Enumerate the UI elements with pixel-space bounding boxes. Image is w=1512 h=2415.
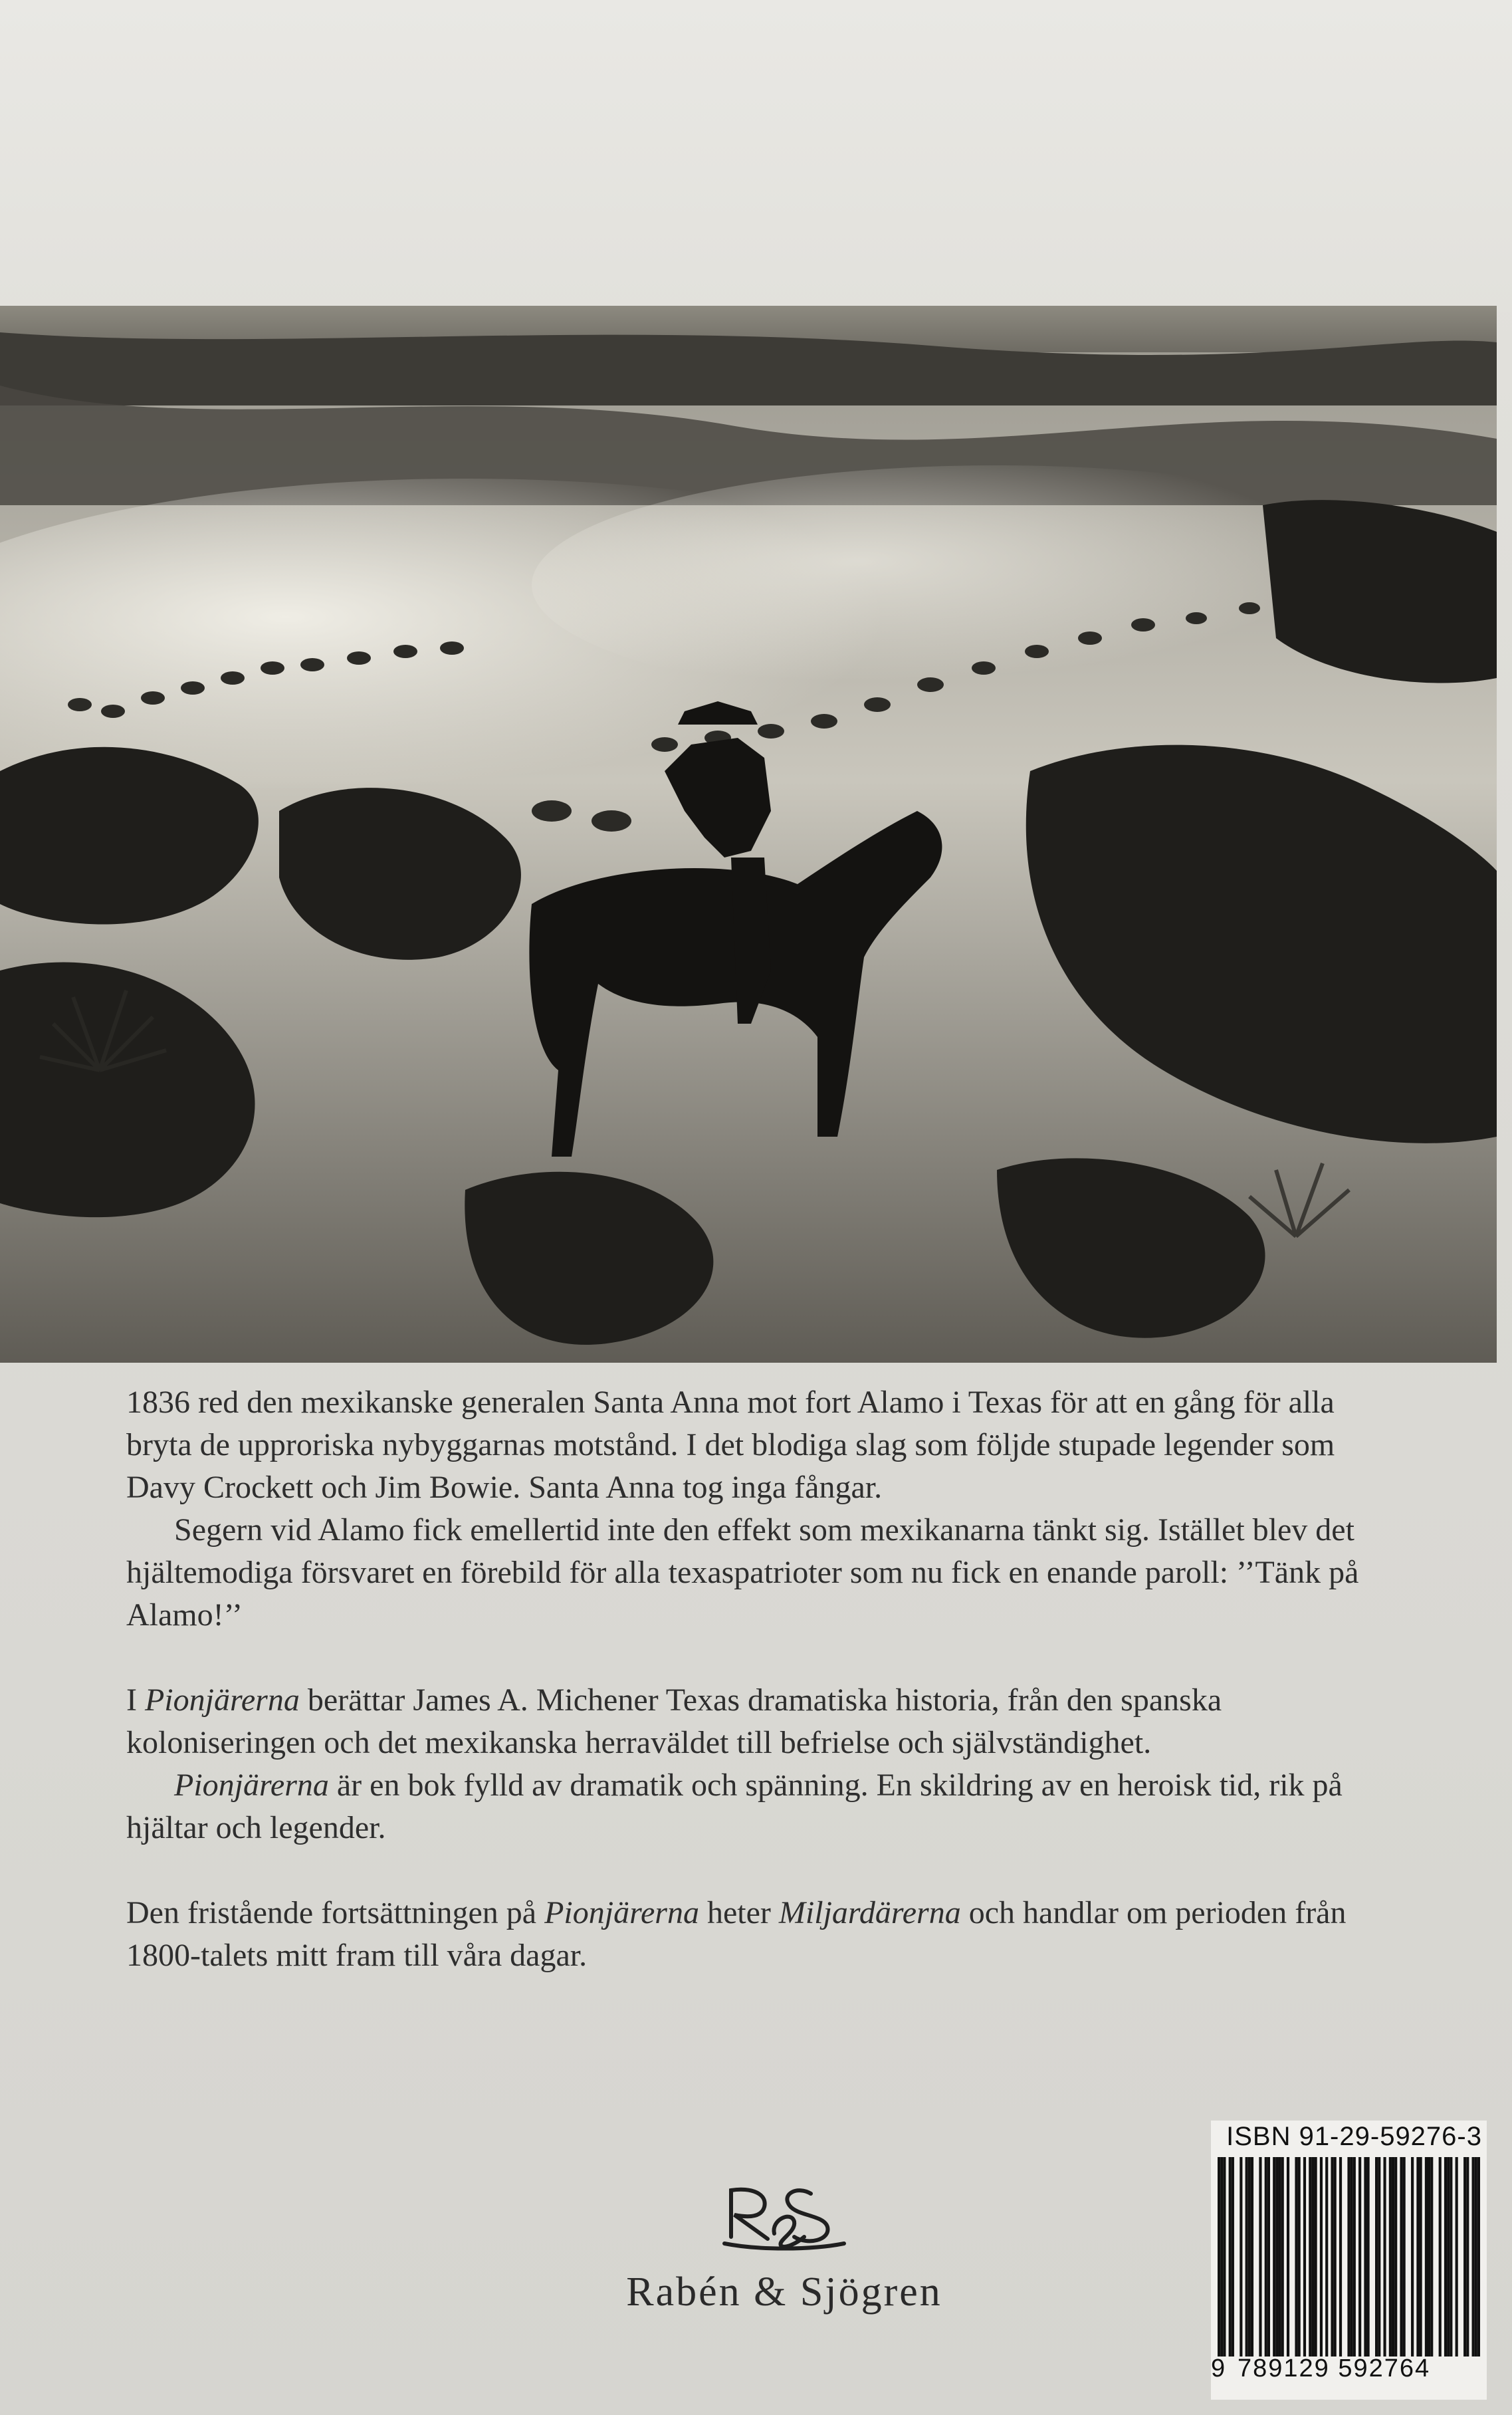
barcode-bar (1378, 2157, 1380, 2357)
barcode-bar (1220, 2157, 1223, 2357)
barcode-bar (1295, 2157, 1297, 2357)
ean-remaining-digits: 789129 592764 (1238, 2355, 1431, 2382)
barcode-bar (1389, 2157, 1392, 2357)
barcode-bar (1439, 2157, 1442, 2357)
isbn-barcode (1211, 2121, 1487, 2400)
publisher-block (532, 2174, 1037, 2316)
barcode-bar (1281, 2157, 1284, 2357)
barcode-bar (1311, 2157, 1314, 2357)
rs-monogram-icon (711, 2174, 857, 2253)
para3-prefix: I (126, 1682, 145, 1718)
barcode-bar (1265, 2157, 1267, 2357)
cover-photo (0, 306, 1497, 1363)
top-margin (0, 0, 1512, 312)
barcode-bar (1287, 2157, 1289, 2357)
barcode-bar (1218, 2157, 1220, 2357)
barcode-bar (1416, 2157, 1419, 2357)
blurb-paragraph-2: Segern vid Alamo fick emellertid inte den effekt som mexikanarna tänkt sig. Istället blev det hjältemodiga försvaret en förebild för alla texaspatrioter som nu fick en enande paroll: ’’Tänk på Alamo!’’ (126, 1512, 1359, 1633)
blurb-text (126, 1381, 1389, 1977)
barcode-bar (1350, 2157, 1353, 2357)
barcode-bar (1273, 2157, 1275, 2357)
barcode-bar (1358, 2157, 1361, 2357)
barcode-bar (1232, 2157, 1234, 2357)
barcode-bar (1303, 2157, 1306, 2357)
blurb-paragraph-1: 1836 red den mexikanske generalen Santa Anna mot fort Alamo i Texas för att en gång för alla bryta de upproriska nybyggarnas motstånd. I det blodiga slag som följde stupade legender som Davy Crockett och Jim Bowie. Santa Anna tog inga fångar. (126, 1385, 1335, 1505)
book-title-pionjarerna: Pionjärerna (174, 1768, 329, 1803)
barcode-bar (1428, 2157, 1430, 2357)
barcode-bar (1411, 2157, 1414, 2357)
book-title-pionjarerna: Pionjärerna (544, 1895, 699, 1930)
book-title-miljardarerna: Miljardärerna (778, 1895, 961, 1930)
barcode-bar (1347, 2157, 1350, 2357)
barcode-bar (1394, 2157, 1397, 2357)
cowboy-herd-photo-icon (0, 306, 1497, 1363)
barcode-bar (1364, 2157, 1366, 2357)
barcode-bar (1334, 2157, 1337, 2357)
barcode-bar (1403, 2157, 1406, 2357)
barcode-bar (1447, 2157, 1450, 2357)
barcode-bar (1331, 2157, 1333, 2357)
para5-rest: och handlar om perioden från 1800-talets mitt fram till våra dagar. (126, 1895, 1347, 1973)
para5-prefix: Den fristående fortsättningen på (126, 1895, 545, 1930)
barcode-bar (1245, 2157, 1248, 2357)
barcode-bar (1240, 2157, 1242, 2357)
blurb-paragraph-3 (126, 1679, 1389, 1764)
barcode-bar (1353, 2157, 1356, 2357)
barcode-bar (1320, 2157, 1323, 2357)
barcode-bar (1325, 2157, 1328, 2357)
barcode-bar (1420, 2157, 1422, 2357)
book-title-pionjarerna: Pionjärerna (144, 1682, 300, 1718)
barcode-bar (1472, 2157, 1475, 2357)
barcode-bar (1223, 2157, 1226, 2357)
barcode-bar (1450, 2157, 1452, 2357)
barcode-bar (1425, 2157, 1428, 2357)
ean-first-digit: 9 (1211, 2355, 1227, 2382)
publisher-name: Rabén & Sjögren (626, 2269, 942, 2315)
barcode-bar (1278, 2157, 1281, 2357)
para5-mid: heter (699, 1895, 779, 1930)
barcode-bar (1267, 2157, 1270, 2357)
barcode-bar (1298, 2157, 1301, 2357)
barcode-bar (1456, 2157, 1458, 2357)
barcode-bar (1463, 2157, 1466, 2357)
barcode-bar (1475, 2157, 1477, 2357)
barcode-bar (1430, 2157, 1433, 2357)
barcode-bar (1383, 2157, 1386, 2357)
barcode-bar (1309, 2157, 1311, 2357)
barcode-bar (1275, 2157, 1278, 2357)
barcode-bar (1339, 2157, 1342, 2357)
barcode-bar (1251, 2157, 1253, 2357)
barcode-bar (1229, 2157, 1232, 2357)
barcode-bar (1466, 2157, 1469, 2357)
para4-rest: är en bok fylld av dramatik och spänning. En skildring av en heroisk tid, rik på hjältar och legender. (126, 1768, 1343, 1845)
barcode-bar (1315, 2157, 1317, 2357)
barcode-bar (1367, 2157, 1370, 2357)
blurb-paragraph-4 (126, 1764, 1389, 1849)
barcode-bar (1477, 2157, 1480, 2357)
barcode-bar (1444, 2157, 1447, 2357)
barcode-bars (1218, 2157, 1480, 2357)
barcode-bar (1248, 2157, 1251, 2357)
para3-rest: berättar James A. Michener Texas dramatiska historia, från den spanska koloniseringen och det mexikanska herraväldet till befrielse och självständighet. (126, 1682, 1222, 1760)
barcode-bar (1392, 2157, 1394, 2357)
barcode-bar (1375, 2157, 1378, 2357)
barcode-bar (1400, 2157, 1402, 2357)
blurb-paragraph-5 (126, 1892, 1389, 1977)
barcode-bar (1259, 2157, 1261, 2357)
isbn-label: ISBN 91-29-59276-3 (1226, 2122, 1482, 2151)
